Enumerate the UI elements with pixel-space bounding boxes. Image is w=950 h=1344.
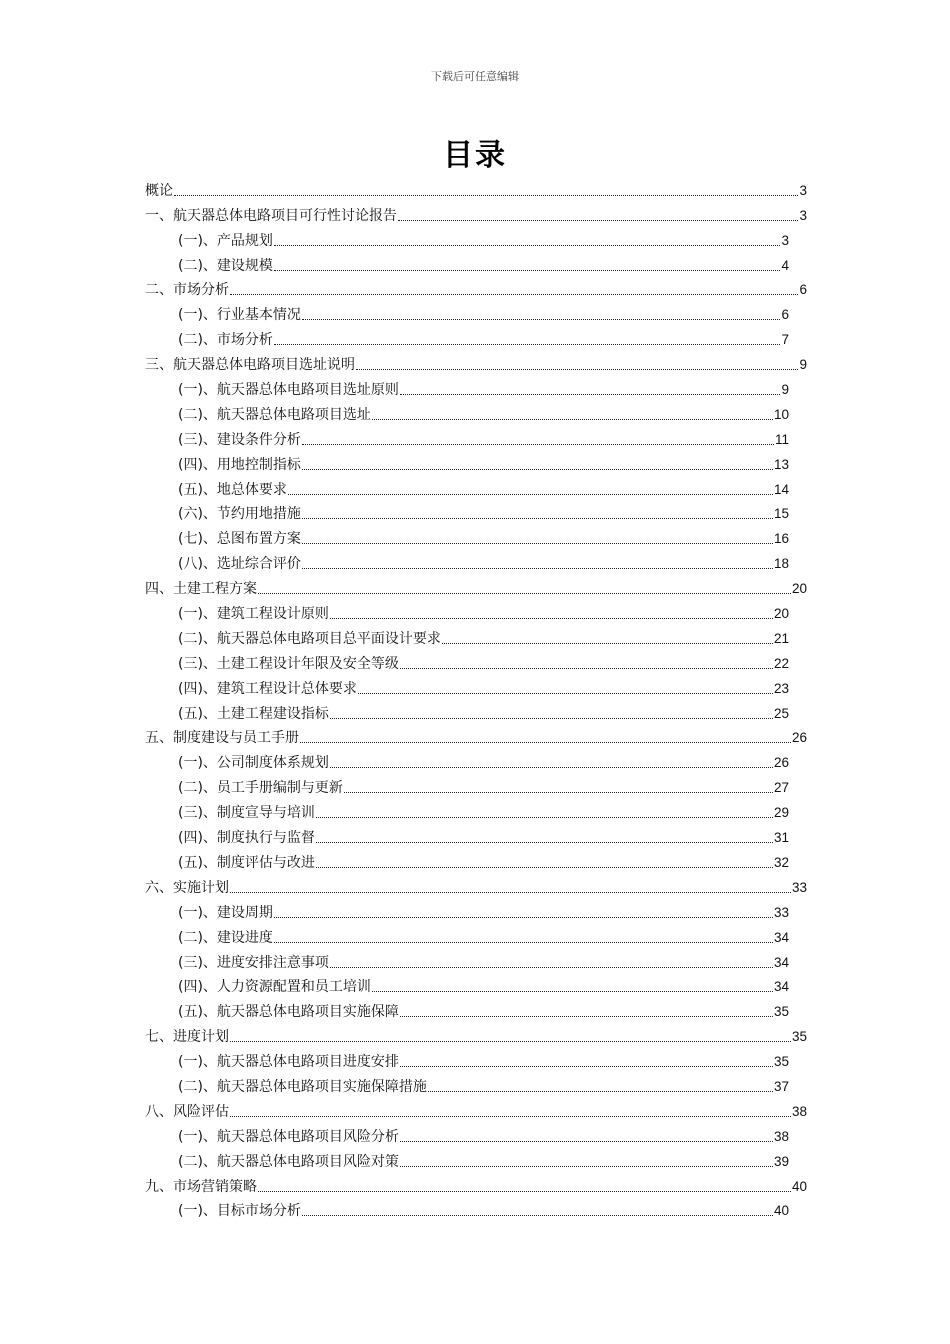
toc-entry[interactable]	[145, 947, 807, 972]
toc-entry[interactable]	[145, 275, 807, 300]
toc-entry-page: 35	[791, 1029, 807, 1045]
toc-entry[interactable]	[145, 772, 807, 797]
toc-entry-label: (二)、航天器总体电路项目风险对策	[178, 1153, 399, 1170]
toc-entry-label: (二)、航天器总体电路项目实施保障措施	[178, 1078, 427, 1095]
toc-entry-page: 33	[773, 904, 789, 920]
toc-entry[interactable]	[145, 872, 807, 897]
toc-entry[interactable]	[145, 1046, 807, 1071]
toc-title: 目录	[443, 138, 507, 173]
toc-entry[interactable]	[145, 1021, 807, 1046]
toc-entry[interactable]	[145, 225, 807, 250]
toc-entry[interactable]	[145, 1171, 807, 1196]
table-of-contents	[145, 175, 807, 1220]
toc-entry-page: 9	[781, 382, 789, 398]
toc-entry-page: 26	[773, 755, 789, 771]
toc-entry[interactable]	[145, 1196, 807, 1221]
toc-entry-page: 38	[773, 1128, 789, 1144]
toc-entry-label: 三、航天器总体电路项目选址说明	[145, 357, 355, 374]
toc-leader-dots	[372, 418, 773, 420]
toc-entry-page: 34	[773, 929, 789, 945]
toc-entry[interactable]	[145, 698, 807, 723]
toc-entry[interactable]	[145, 573, 807, 598]
toc-entry-page: 21	[773, 630, 789, 646]
toc-entry-label: (二)、建设进度	[178, 929, 273, 946]
toc-leader-dots	[274, 343, 781, 345]
toc-entry-page: 40	[791, 1178, 807, 1194]
toc-leader-dots	[174, 194, 798, 196]
toc-entry[interactable]	[145, 598, 807, 623]
toc-leader-dots	[230, 1115, 791, 1117]
toc-entry-label: (四)、人力资源配置和员工培训	[178, 979, 371, 996]
toc-leader-dots	[274, 916, 773, 918]
toc-entry-page: 31	[773, 830, 789, 846]
toc-entry-page: 27	[773, 780, 789, 796]
toc-entry-page: 38	[791, 1103, 807, 1119]
toc-entry[interactable]	[145, 299, 807, 324]
toc-leader-dots	[274, 244, 781, 246]
toc-entry-label: (三)、制度宣导与培训	[178, 805, 315, 822]
toc-entry[interactable]	[145, 1146, 807, 1171]
toc-entry-page: 35	[773, 1004, 789, 1020]
toc-entry[interactable]	[145, 1096, 807, 1121]
toc-entry[interactable]	[145, 399, 807, 424]
toc-entry[interactable]	[145, 548, 807, 573]
toc-leader-dots	[358, 692, 773, 694]
toc-entry[interactable]	[145, 673, 807, 698]
toc-entry-label: (四)、建筑工程设计总体要求	[178, 680, 357, 697]
toc-leader-dots	[230, 293, 798, 295]
toc-entry-page: 33	[791, 879, 807, 895]
toc-entry-label: 八、风险评估	[145, 1103, 229, 1120]
toc-entry[interactable]	[145, 1071, 807, 1096]
toc-entry-label: (四)、用地控制指标	[178, 456, 301, 473]
toc-entry-page: 9	[799, 357, 807, 373]
toc-entry[interactable]	[145, 523, 807, 548]
toc-entry[interactable]	[145, 474, 807, 499]
toc-entry-label: (一)、航天器总体电路项目进度安排	[178, 1054, 399, 1071]
toc-entry-label: (五)、土建工程建设指标	[178, 705, 329, 722]
toc-entry[interactable]	[145, 374, 807, 399]
toc-entry[interactable]	[145, 324, 807, 349]
toc-entry[interactable]	[145, 1121, 807, 1146]
toc-entry-label: 概论	[145, 182, 173, 199]
toc-leader-dots	[230, 1040, 791, 1042]
toc-entry-label: (四)、制度执行与监督	[178, 830, 315, 847]
toc-entry-label: (二)、航天器总体电路项目总平面设计要求	[178, 630, 441, 647]
toc-entry[interactable]	[145, 797, 807, 822]
toc-entry-page: 3	[781, 232, 789, 248]
toc-entry-label: (五)、航天器总体电路项目实施保障	[178, 1004, 399, 1021]
toc-leader-dots	[258, 592, 791, 594]
toc-entry-label: (三)、土建工程设计年限及安全等级	[178, 655, 399, 672]
toc-entry-page: 10	[773, 406, 789, 422]
toc-entry-page: 13	[773, 456, 789, 472]
toc-leader-dots	[400, 1015, 773, 1017]
toc-entry[interactable]	[145, 449, 807, 474]
toc-entry-label: (五)、地总体要求	[178, 481, 287, 498]
toc-leader-dots	[330, 966, 773, 968]
toc-entry-label: 四、土建工程方案	[145, 581, 257, 598]
toc-entry-label: (一)、航天器总体电路项目风险分析	[178, 1128, 399, 1145]
toc-entry[interactable]	[145, 972, 807, 997]
toc-leader-dots	[400, 667, 773, 669]
toc-entry-page: 18	[773, 556, 789, 572]
toc-leader-dots	[372, 990, 773, 992]
toc-entry-page: 20	[773, 606, 789, 622]
toc-entry-label: 七、进度计划	[145, 1029, 229, 1046]
toc-entry-label: (一)、行业基本情况	[178, 307, 301, 324]
toc-entry-page: 20	[791, 581, 807, 597]
toc-entry[interactable]	[145, 200, 807, 225]
toc-leader-dots	[258, 1190, 791, 1192]
toc-entry-page: 6	[781, 307, 789, 323]
toc-entry[interactable]	[145, 250, 807, 275]
toc-entry-page: 32	[773, 854, 789, 870]
toc-leader-dots	[302, 542, 773, 544]
toc-leader-dots	[316, 841, 773, 843]
toc-entry[interactable]	[145, 648, 807, 673]
toc-leader-dots	[230, 891, 791, 893]
toc-entry-label: 二、市场分析	[145, 282, 229, 299]
toc-entry-label: (六)、节约用地措施	[178, 506, 301, 523]
toc-entry-label: (一)、公司制度体系规划	[178, 755, 329, 772]
toc-entry[interactable]	[145, 897, 807, 922]
toc-leader-dots	[398, 219, 798, 221]
toc-leader-dots	[400, 1065, 773, 1067]
toc-entry[interactable]	[145, 747, 807, 772]
toc-entry-page: 40	[773, 1203, 789, 1219]
toc-entry-page: 3	[799, 207, 807, 223]
toc-entry-label: 一、航天器总体电路项目可行性讨论报告	[145, 207, 397, 224]
toc-entry-page: 29	[773, 805, 789, 821]
toc-entry-page: 26	[791, 730, 807, 746]
toc-entry-label: (二)、航天器总体电路项目选址	[178, 406, 371, 423]
toc-entry-page: 23	[773, 680, 789, 696]
toc-leader-dots	[288, 493, 773, 495]
toc-leader-dots	[302, 468, 773, 470]
toc-entry-label: (一)、建设周期	[178, 904, 273, 921]
toc-leader-dots	[300, 741, 791, 743]
toc-leader-dots	[428, 1090, 773, 1092]
toc-entry-label: (三)、进度安排注意事项	[178, 954, 329, 971]
toc-entry[interactable]	[145, 623, 807, 648]
toc-entry-label: (二)、员工手册编制与更新	[178, 780, 343, 797]
toc-entry-label: (一)、产品规划	[178, 232, 273, 249]
toc-entry-label: (七)、总图布置方案	[178, 531, 301, 548]
toc-leader-dots	[302, 443, 774, 445]
toc-leader-dots	[274, 269, 781, 271]
toc-entry-label: (二)、市场分析	[178, 332, 273, 349]
toc-entry-page: 22	[773, 655, 789, 671]
toc-leader-dots	[400, 1140, 773, 1142]
toc-entry-page: 7	[781, 332, 789, 348]
toc-entry[interactable]	[145, 349, 807, 374]
toc-entry-page: 37	[773, 1078, 789, 1094]
toc-leader-dots	[302, 1214, 773, 1216]
toc-leader-dots	[302, 567, 773, 569]
toc-leader-dots	[330, 766, 773, 768]
toc-entry[interactable]	[145, 723, 807, 748]
toc-entry-label: (一)、航天器总体电路项目选址原则	[178, 382, 399, 399]
toc-entry-page: 25	[773, 705, 789, 721]
toc-leader-dots	[400, 1165, 773, 1167]
toc-entry-page: 4	[781, 257, 789, 273]
toc-entry-label: 九、市场营销策略	[145, 1178, 257, 1195]
toc-entry-label: (一)、建筑工程设计原则	[178, 606, 329, 623]
toc-entry-label: (八)、选址综合评价	[178, 556, 301, 573]
header-note: 下载后可任意编辑	[431, 70, 519, 83]
toc-entry-page: 3	[799, 182, 807, 198]
toc-leader-dots	[330, 717, 773, 719]
toc-leader-dots	[302, 318, 781, 320]
toc-entry-page: 34	[773, 954, 789, 970]
toc-entry-page: 16	[773, 531, 789, 547]
toc-entry[interactable]	[145, 996, 807, 1021]
toc-entry[interactable]	[145, 922, 807, 947]
toc-entry-label: (二)、建设规模	[178, 257, 273, 274]
toc-entry[interactable]	[145, 424, 807, 449]
toc-entry[interactable]	[145, 175, 807, 200]
toc-entry-page: 11	[774, 431, 789, 447]
toc-leader-dots	[442, 642, 773, 644]
toc-entry-page: 39	[773, 1153, 789, 1169]
toc-entry-page: 34	[773, 979, 789, 995]
toc-leader-dots	[302, 517, 773, 519]
toc-leader-dots	[344, 791, 773, 793]
toc-leader-dots	[330, 617, 773, 619]
toc-entry-label: 六、实施计划	[145, 879, 229, 896]
toc-entry-label: (五)、制度评估与改进	[178, 854, 315, 871]
toc-entry-page: 6	[799, 282, 807, 298]
toc-entry-page: 15	[773, 506, 789, 522]
toc-entry[interactable]	[145, 822, 807, 847]
toc-leader-dots	[316, 816, 773, 818]
toc-entry-label: (三)、建设条件分析	[178, 431, 301, 448]
toc-entry[interactable]	[145, 499, 807, 524]
toc-entry-page: 35	[773, 1054, 789, 1070]
toc-entry-page: 14	[773, 481, 789, 497]
toc-leader-dots	[400, 393, 781, 395]
toc-leader-dots	[274, 941, 773, 943]
toc-entry[interactable]	[145, 847, 807, 872]
toc-leader-dots	[316, 866, 773, 868]
toc-entry-label: (一)、目标市场分析	[178, 1203, 301, 1220]
toc-leader-dots	[356, 368, 798, 370]
toc-entry-label: 五、制度建设与员工手册	[145, 730, 299, 747]
